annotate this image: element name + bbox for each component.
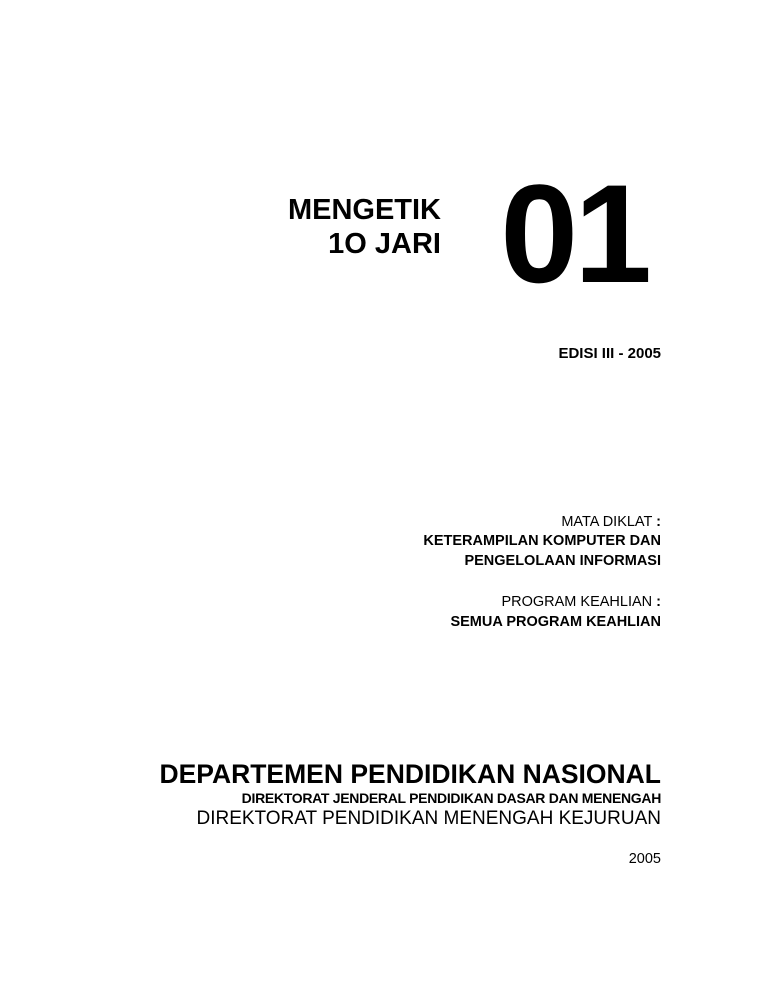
program-value: SEMUA PROGRAM KEAHLIAN [450,614,661,630]
module-number: 01 [500,155,648,312]
program-label [501,595,661,610]
program-label-text: PROGRAM KEAHLIAN [501,594,653,610]
directorate-general: DIREKTORAT JENDERAL PENDIDIKAN DASAR DAN MENENGAH [241,790,661,806]
subject-label-text: MATA DIKLAT [561,514,653,530]
subject-label [561,515,661,530]
edition: EDISI III - 2005 [558,345,661,362]
publication-year: 2005 [628,851,661,867]
department: DEPARTEMEN PENDIDIKAN NASIONAL [159,759,661,789]
subject-line-2: PENGELOLAAN INFORMASI [464,553,661,569]
title-line-2: 1O JARI [328,228,441,260]
directorate: DIREKTORAT PENDIDIKAN MENENGAH KEJURUAN [196,808,661,829]
program-colon: : [656,594,661,610]
subject-colon: : [656,514,661,530]
title-line-1: MENGETIK [287,194,441,226]
subject-line-1: KETERAMPILAN KOMPUTER DAN [423,533,661,549]
